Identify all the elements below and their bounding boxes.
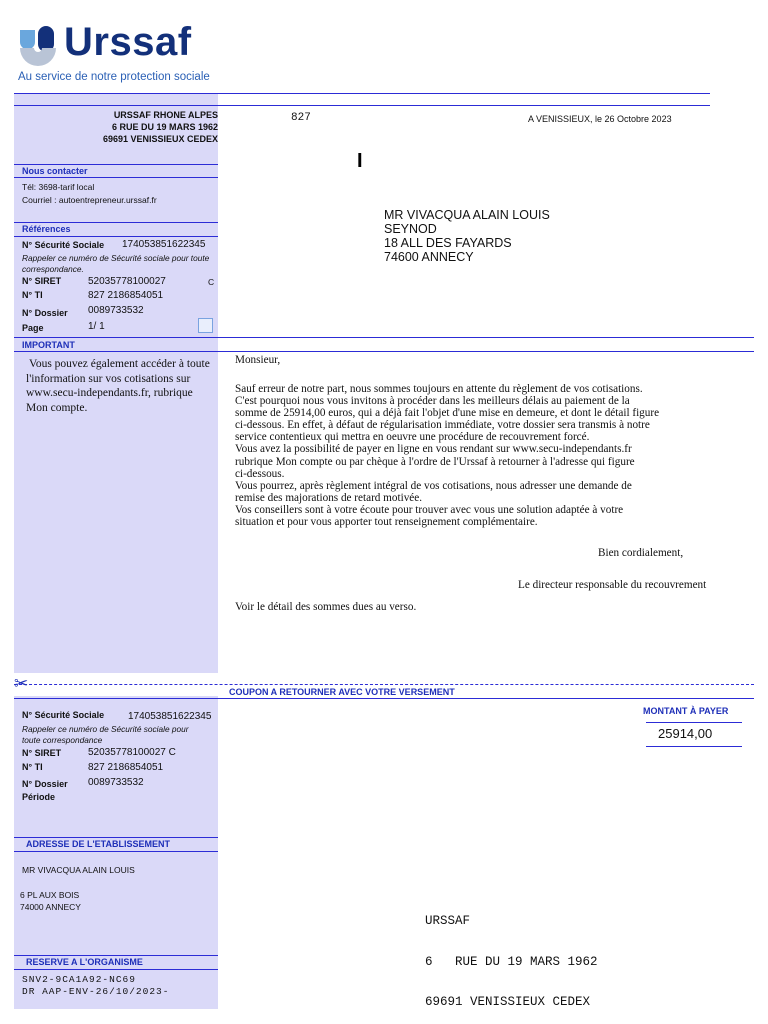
letter-line: ci-dessous. xyxy=(235,467,285,480)
sender-address xyxy=(14,109,218,145)
ref-page-label: Page xyxy=(22,323,44,333)
return-line-2: 6 RUE DU 19 MARS 1962 xyxy=(425,954,598,969)
ref-rule-2 xyxy=(14,236,218,237)
amount-value: 25914,00 xyxy=(658,726,713,741)
ref-secu-value: 174053851622345 xyxy=(122,239,206,250)
coupon-periode-label: Période xyxy=(22,792,56,802)
letter-line: remise des majorations de retard motivée. xyxy=(235,491,423,504)
coupon-siret-value: 52035778100027 C xyxy=(88,747,176,758)
recipient-address xyxy=(384,208,550,264)
letter-line: Sauf erreur de notre part, nous sommes toujours en attente du règlement de vos cotisations. xyxy=(235,383,643,395)
letter-line: somme de 25914,00 euros, qui a déjà fait l'objet d'une mise en demeure, et dont le détail figure xyxy=(235,407,660,420)
coupon-secu-note: Rappeler ce numéro de Sécurité sociale pour toute correspondance xyxy=(22,724,189,745)
coupon-siret-label: N° SIRET xyxy=(22,748,62,758)
coupon-ti-value: 827 2186854051 xyxy=(88,762,164,773)
coupon-title: COUPON A RETOURNER AVEC VOTRE VERSEMENT xyxy=(229,687,455,697)
return-address xyxy=(425,888,598,1023)
coupon-secu-value: 174053851622345 xyxy=(128,711,212,722)
letter-closing: Bien cordialement, xyxy=(598,547,684,559)
letter-detail-note: Voir le détail des sommes dues au verso. xyxy=(235,601,417,613)
etab-rule-2 xyxy=(14,851,218,852)
return-line-1: URSSAF xyxy=(425,914,471,928)
reserve-line-2: DR AAP-ENV-26/10/2023- xyxy=(22,986,170,997)
recipient-line-4: 74600 ANNECY xyxy=(384,250,474,264)
urssaf-tagline: Au service de notre protection sociale xyxy=(18,71,210,83)
urssaf-wordmark: Urssaf xyxy=(64,20,192,64)
letter-line: Vos conseillers sont à votre écoute pour trouver avec vous une solution adaptée à votre xyxy=(235,503,624,516)
amount-rule-bottom xyxy=(646,746,742,747)
references-title: Références xyxy=(22,224,71,234)
top-rule-a xyxy=(14,93,710,94)
letter-signature: Le directeur responsable du recouvrement xyxy=(518,579,707,591)
etab-rule xyxy=(14,837,218,838)
scissors-icon: ✂ xyxy=(14,674,29,693)
etab-line-1: MR VIVACQUA ALAIN LOUIS xyxy=(22,865,135,875)
letter-body xyxy=(235,383,755,528)
reserve-line-1: SNV2-9CA1A92-NC69 xyxy=(22,974,136,985)
contact-email: Courriel : autoentrepreneur.urssaf.fr xyxy=(22,195,157,205)
ref-dossier-label: N° Dossier xyxy=(22,308,68,318)
ref-secu-label: N° Sécurité Sociale xyxy=(22,240,105,250)
ref-code: 827 xyxy=(291,112,311,124)
important-rule xyxy=(14,337,754,338)
etab-line-2: 6 PL AUX BOIS xyxy=(20,890,80,900)
ref-ti-value: 827 2186854051 xyxy=(88,290,164,301)
reserve-title: RESERVE A L'ORGANISME xyxy=(26,957,143,967)
coupon-secu-label: N° Sécurité Sociale xyxy=(22,710,105,720)
important-text: Vous pouvez également accéder à toute l'information sur vos cotisations sur www.secu-independants.fr, rubrique Mon compte. xyxy=(26,358,210,414)
letter-line: rubrique Mon compte ou par chèque à l'ordre de l'Urssaf à retourner à l'adresse qui figure xyxy=(235,455,635,468)
letter-line: Vous avez la possibilité de payer en ligne en vous rendant sur www.secu-independants.fr xyxy=(235,443,632,456)
sender-line-3: 69691 VENISSIEUX CEDEX xyxy=(102,134,218,144)
important-title: IMPORTANT xyxy=(22,340,75,350)
coupon-dossier-value: 0089733532 xyxy=(88,777,144,788)
sender-line-1: URSSAF RHONE ALPES xyxy=(113,110,218,120)
reserve-rule-2 xyxy=(14,969,218,970)
ref-siret-label: N° SIRET xyxy=(22,276,62,286)
date-line: A VENISSIEUX, le 26 Octobre 2023 xyxy=(528,114,672,124)
page-checkbox xyxy=(198,318,213,333)
etab-line-3: 74000 ANNECY xyxy=(20,902,81,912)
ref-siret-value: 52035778100027 xyxy=(88,276,166,287)
reserve-rule xyxy=(14,955,218,956)
letter-line: Vous pourrez, après règlement intégral de vos cotisations, nous adresser une demande de xyxy=(235,479,632,492)
sender-line-2: 6 RUE DU 19 MARS 1962 xyxy=(111,122,218,132)
amount-rule-top xyxy=(646,722,742,723)
ref-dossier-value: 0089733532 xyxy=(88,305,144,316)
recipient-line-2: SEYNOD xyxy=(384,222,437,236)
letter-line: situation et pour vous apporter tout renseignement complémentaire. xyxy=(235,516,538,529)
ref-rule xyxy=(14,222,218,223)
contact-rule xyxy=(14,164,218,165)
letter-line: service contentieux qui mettra en oeuvre une procédure de recouvrement forcé. xyxy=(235,431,590,444)
mark-bar: I xyxy=(357,150,363,172)
letter-line: C'est pourquoi nous vous invitons à procéder dans les meilleurs délais au paiement de la xyxy=(235,395,630,408)
important-rule-2 xyxy=(14,351,754,352)
ref-secu-note: Rappeler ce numéro de Sécurité sociale pour toute correspondance. xyxy=(22,253,210,274)
ref-page-value: 1/ 1 xyxy=(88,321,105,332)
amount-label: MONTANT À PAYER xyxy=(643,706,729,716)
coupon-rule xyxy=(14,684,754,685)
coupon-ti-label: N° TI xyxy=(22,762,43,772)
return-line-3: 69691 VENISSIEUX CEDEX xyxy=(425,995,591,1009)
coupon-dossier-label: N° Dossier xyxy=(22,779,68,789)
coupon-rule-2 xyxy=(14,698,754,699)
contact-tel: Tél: 3698-tarif local xyxy=(22,182,95,192)
top-rule-b xyxy=(14,105,710,106)
contact-title: Nous contacter xyxy=(22,166,88,176)
contact-rule-2 xyxy=(14,177,218,178)
letter-line: ci-dessous. En effet, à défaut de régularisation immédiate, votre dossier sera transmis à notre xyxy=(235,419,650,432)
recipient-line-3: 18 ALL DES FAYARDS xyxy=(384,236,512,250)
ref-siret-suffix: C xyxy=(208,277,215,287)
etablissement-title: ADRESSE DE L'ETABLISSEMENT xyxy=(26,839,170,849)
ref-ti-label: N° TI xyxy=(22,290,43,300)
letter-salutation: Monsieur, xyxy=(235,354,281,366)
urssaf-emblem-icon xyxy=(16,26,60,70)
urssaf-logo xyxy=(16,20,226,88)
recipient-line-1: MR VIVACQUA ALAIN LOUIS xyxy=(384,208,550,222)
